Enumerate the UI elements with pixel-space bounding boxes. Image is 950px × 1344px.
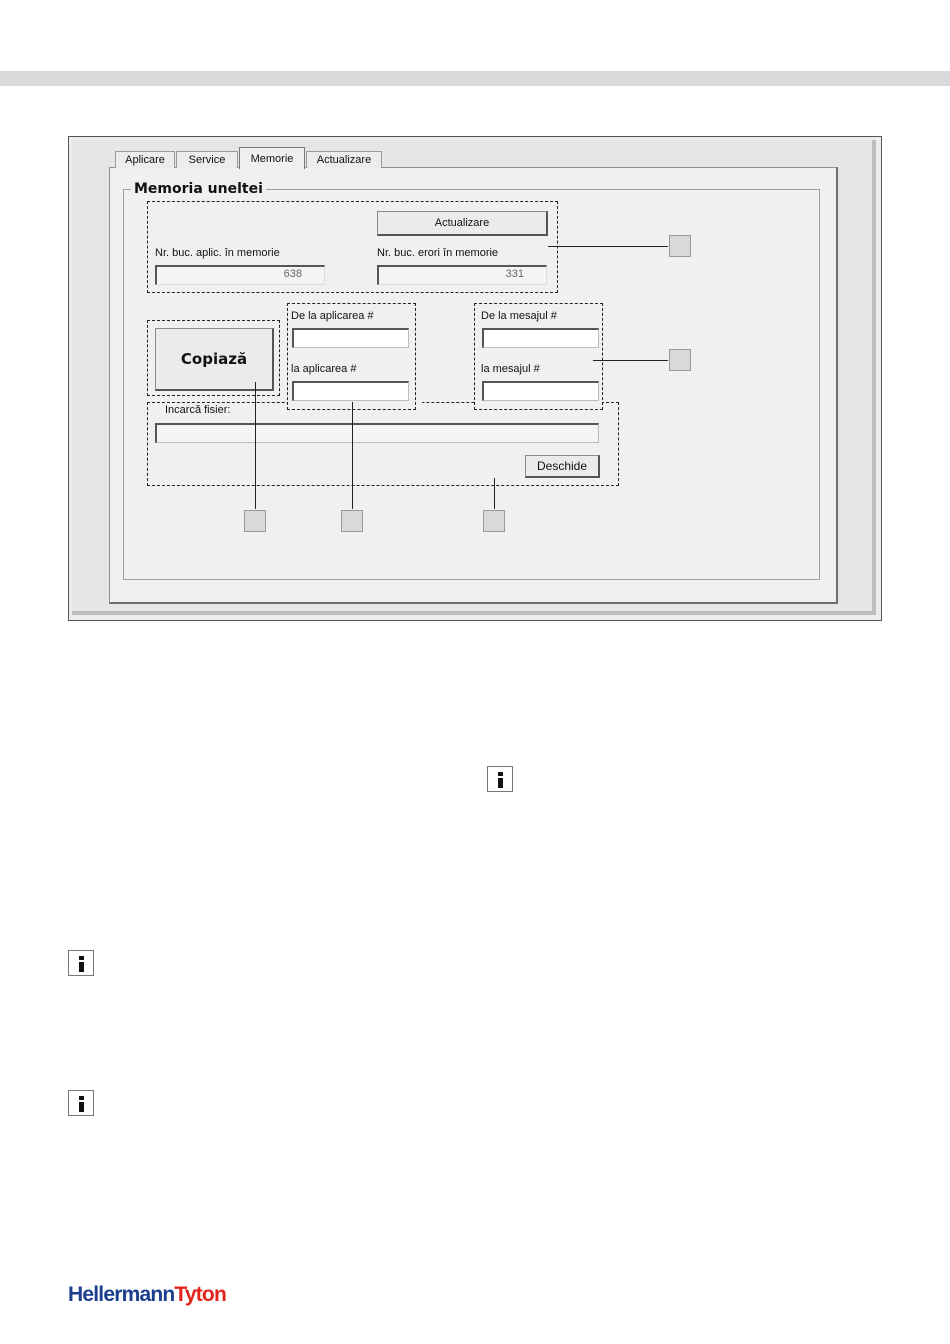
callout-marker <box>341 510 363 532</box>
to-application-label: la aplicarea # <box>291 363 357 375</box>
callout-marker <box>483 510 505 532</box>
from-application-label: De la aplicarea # <box>291 310 374 322</box>
tab-memorie[interactable]: Memorie <box>239 147 305 169</box>
app-count-label: Nr. buc. aplic. în memorie <box>155 247 280 259</box>
callout-marker <box>669 235 691 257</box>
from-message-input[interactable] <box>482 328 599 348</box>
from-message-label: De la mesajul # <box>481 310 557 322</box>
hellermanntyton-logo <box>68 1283 226 1307</box>
header-bar <box>0 71 950 86</box>
callout-line <box>548 246 668 247</box>
load-file-label: Incarcă fisier: <box>165 404 231 416</box>
callout-marker <box>669 349 691 371</box>
logo-part2: Tyton <box>174 1283 226 1306</box>
app-count-field: 638 <box>155 265 325 285</box>
info-icon <box>68 950 94 976</box>
from-application-input[interactable] <box>292 328 409 348</box>
refresh-button[interactable]: Actualizare <box>377 211 548 236</box>
open-button[interactable]: Deschide <box>525 455 600 478</box>
to-message-label: la mesajul # <box>481 363 540 375</box>
callout-line <box>352 402 353 509</box>
group-title: Memoria uneltei <box>131 181 266 197</box>
logo-part1: Hellermann <box>68 1283 175 1306</box>
info-icon <box>68 1090 94 1116</box>
to-application-input[interactable] <box>292 381 409 401</box>
to-message-input[interactable] <box>482 381 599 401</box>
error-count-field: 331 <box>377 265 547 285</box>
callout-line <box>494 478 495 509</box>
callout-line <box>593 360 668 361</box>
file-path-field[interactable] <box>155 423 599 443</box>
tab-aplicare[interactable]: Aplicare <box>115 151 175 168</box>
copy-button[interactable]: Copiază <box>155 328 274 391</box>
callout-marker <box>244 510 266 532</box>
tab-service[interactable]: Service <box>176 151 238 168</box>
error-count-label: Nr. buc. erori în memorie <box>377 247 499 259</box>
info-icon <box>487 766 513 792</box>
callout-line <box>255 382 256 509</box>
tab-actualizare[interactable]: Actualizare <box>306 151 382 168</box>
